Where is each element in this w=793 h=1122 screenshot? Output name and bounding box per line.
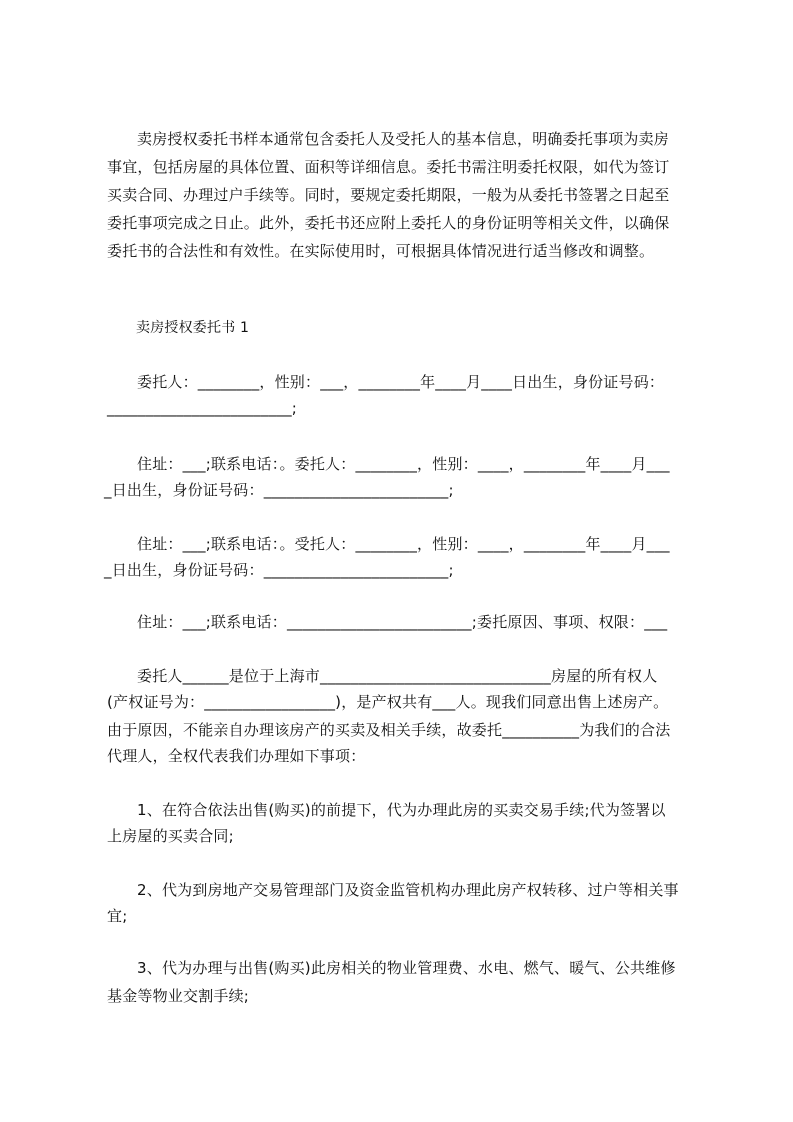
item2-line: 2、代为到房地产交易管理部门及资金监管机构办理此房产权转移、过户等相关事 bbox=[137, 881, 679, 899]
party3-line: _日出生，身份证号码：________________________; bbox=[104, 561, 454, 579]
statement-line: 委托人______是位于上海市______________________________房屋的所有权人 bbox=[137, 667, 658, 685]
item3-line: 3、代为办理与出售(购买)此房相关的物业管理费、水电、燃气、暖气、公共维修 bbox=[137, 959, 676, 977]
address-line: 住址：___;联系电话：________________________;委托原因、事项、权限：___ bbox=[137, 613, 668, 631]
item2-line: 宜; bbox=[107, 907, 128, 925]
party2-line: 住址：___;联系电话：。委托人：________，性别：____，________年____月___ bbox=[137, 455, 670, 473]
item1-line: 1、在符合依法出售(购买)的前提下，代为办理此房的买卖交易手续;代为签署以 bbox=[137, 801, 666, 819]
statement-line: (产权证号为：_________________)，是产权共有___人。现我们同意出售上述房产。 bbox=[107, 693, 669, 711]
party3-line: 住址：___;联系电话：。受托人：________，性别：____，________年____月___ bbox=[137, 535, 670, 553]
intro-line: 委托事项完成之日止。此外，委托书还应附上委托人的身份证明等相关文件，以确保 bbox=[107, 214, 670, 232]
party1-line: 委托人：________，性别：___，________年____月____日出生，身份证号码： bbox=[137, 373, 665, 391]
intro-line: 买卖合同、办理过户手续等。同时，要规定委托期限，一般为从委托书签署之日起至 bbox=[107, 186, 670, 204]
statement-line: 代理人，全权代表我们办理如下事项： bbox=[107, 747, 366, 765]
intro-line: 委托书的合法性和有效性。在实际使用时，可根据具体情况进行适当修改和调整。 bbox=[107, 242, 655, 260]
party1-line: ________________________; bbox=[107, 399, 298, 417]
document-title: 卖房授权委托书 1 bbox=[136, 320, 250, 336]
intro-line: 事宜，包括房屋的具体位置、面积等详细信息。委托书需注明委托权限，如代为签订 bbox=[107, 158, 670, 176]
item1-line: 上房屋的买卖合同; bbox=[107, 827, 234, 845]
statement-line: 由于原因，不能亲自办理该房产的买卖及相关手续，故委托__________为我们的合法 bbox=[107, 721, 671, 739]
party2-line: _日出生，身份证号码：________________________; bbox=[104, 481, 454, 499]
item3-line: 基金等物业交割手续; bbox=[107, 987, 250, 1005]
intro-line: 卖房授权委托书样本通常包含委托人及受托人的基本信息，明确委托事项为卖房 bbox=[137, 130, 670, 148]
